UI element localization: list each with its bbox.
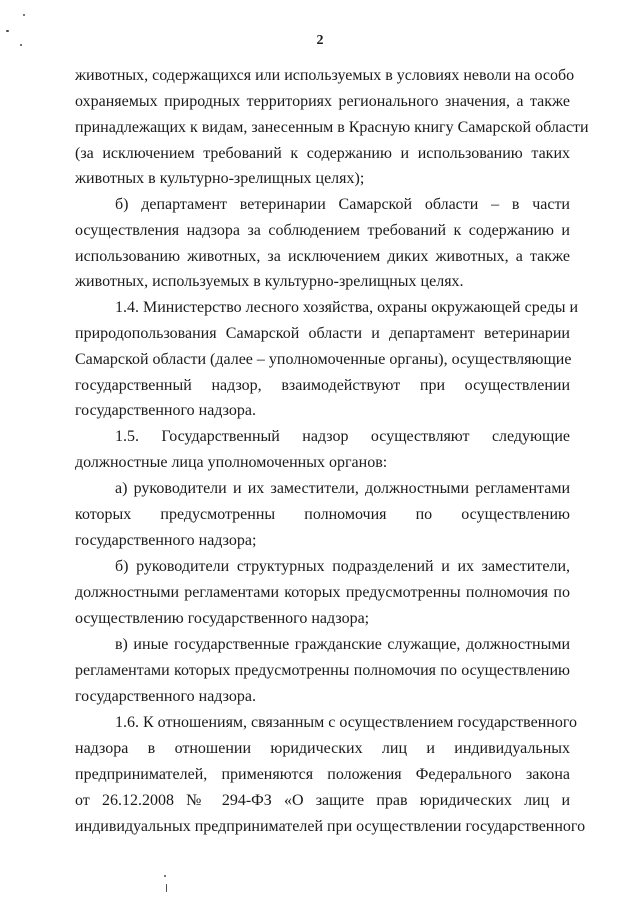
text-line: осуществления надзора за соблюдением требований к содержанию и (75, 222, 570, 239)
page-number: 2 (316, 33, 324, 48)
text-line: государственного надзора; (75, 532, 257, 549)
text-line: предпринимателей, применяются положения Федерального закона (75, 766, 570, 783)
text-line: использованию животных, за исключением диких животных, а также (75, 248, 570, 265)
text-line: принадлежащих к видам, занесенным в Красную книгу Самарской области (75, 119, 589, 136)
text-line: государственный надзор, взаимодействуют при осуществлении (75, 377, 570, 394)
text-line: животных, содержащихся или используемых в условиях неволи на особо (75, 67, 575, 84)
text-line: в) иные государственные гражданские служащие, должностными (115, 636, 570, 653)
text-line: государственного надзора. (75, 402, 256, 419)
text-line: от 26.12.2008 № 294-ФЗ «О защите прав юридических лиц и (75, 792, 570, 809)
text-line: животных, используемых в культурно-зрелищных целях. (75, 273, 464, 290)
text-line: охраняемых природных территориях регионального значения, а также (75, 93, 570, 110)
scan-speck (23, 14, 25, 16)
scan-speck (164, 875, 166, 877)
text-line: государственного надзора. (75, 688, 256, 705)
text-line: должностными регламентами которых предусмотренны полномочия по (75, 584, 570, 601)
text-line: 1.5. Государственный надзор осуществляют следующие (115, 428, 570, 445)
text-line: б) руководители структурных подразделений и их заместители, (115, 558, 570, 575)
text-line: осуществлению государственного надзора; (75, 610, 370, 627)
text-line: природопользования Самарской области и департамент ветеринарии (75, 325, 570, 342)
text-line: Самарской области (далее – уполномоченные органы), осуществляющие (75, 351, 572, 368)
text-line: 1.4. Министерство лесного хозяйства, охраны окружающей среды и (115, 299, 579, 316)
scan-speck (166, 884, 167, 892)
scan-speck (6, 30, 9, 32)
text-line: которых предусмотренны полномочия по осуществлению (75, 506, 570, 523)
scan-speck (20, 44, 22, 46)
text-line: должностные лица уполномоченных органов: (75, 454, 388, 471)
text-line: регламентами которых предусмотренны полномочия по осуществлению (75, 662, 570, 679)
text-line: а) руководители и их заместители, должностными регламентами (115, 480, 570, 497)
text-line: б) департамент ветеринарии Самарской области – в части (115, 196, 570, 213)
text-line: (за исключением требований к содержанию и использованию таких (75, 145, 570, 162)
text-line: животных в культурно-зрелищных целях); (75, 170, 365, 187)
text-line: 1.6. К отношениям, связанным с осуществлением государственного (115, 714, 577, 731)
text-line: индивидуальных предпринимателей при осуществлении государственного (75, 818, 586, 835)
text-line: надзора в отношении юридических лиц и индивидуальных (75, 740, 570, 757)
